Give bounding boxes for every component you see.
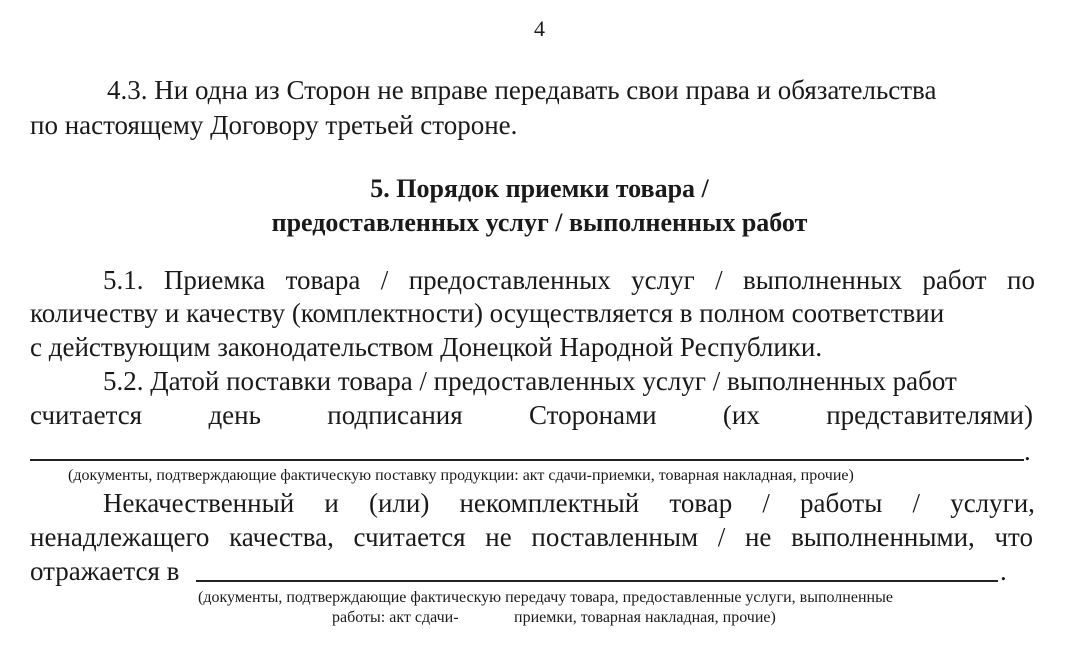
word: Сторонами	[529, 400, 657, 430]
defects-line-3-prefix: отражается в	[30, 556, 180, 586]
defects-documents-caption-line-1: (документы, подтверждающие фактическую передачу товара, предоставленные услуги, выполненные	[198, 589, 893, 606]
word: считается	[30, 400, 143, 430]
word: день	[208, 400, 261, 430]
word: /	[912, 488, 921, 518]
word: /	[380, 265, 389, 295]
word: /	[762, 488, 770, 518]
clause-5-1-line-3: с действующим законодательством Донецкой Народной Республики.	[30, 332, 823, 362]
defects-documents-blank-line	[196, 580, 998, 582]
word: что	[994, 522, 1033, 552]
section-5-title-line-2: предоставленных услуг / выполненных работ	[271, 208, 808, 237]
page-number: 4	[534, 16, 545, 41]
word: (или)	[368, 488, 430, 518]
word: /	[717, 522, 726, 552]
clause-4-3-line-1: 4.3. Ни одна из Сторон не вправе передавать свои права и обязательства	[107, 75, 937, 105]
defects-documents-caption-line-2b: приемки, товарная накладная, прочие)	[514, 609, 776, 626]
word: не	[485, 522, 512, 552]
defects-line-1	[103, 486, 1035, 520]
delivery-documents-caption: (документы, подтверждающие фактическую поставку продукции: акт сдачи-приемки, товарная накладная, прочие)	[68, 467, 854, 484]
word: работы	[800, 488, 883, 518]
word: представителями)	[826, 400, 1033, 430]
clause-5-2-line-1: 5.2. Датой поставки товара / предоставленных услуг / выполненных работ	[103, 366, 957, 396]
word: ненадлежащего	[30, 522, 210, 552]
defects-line-2	[30, 520, 1033, 554]
word: и	[324, 488, 339, 518]
delivery-documents-blank-line	[30, 459, 1024, 461]
word: (их	[722, 400, 760, 430]
word: считается	[353, 522, 466, 552]
word: товара	[285, 265, 361, 295]
clause-5-2-line-2	[30, 398, 1033, 432]
word: Приемка	[163, 265, 266, 295]
defects-documents-caption-line-2a: работы: акт сдачи-	[332, 609, 459, 626]
word: некомплектный	[459, 488, 640, 518]
word: не	[744, 522, 772, 552]
word: выполненными,	[791, 522, 975, 552]
word: товар	[669, 488, 733, 518]
word: работ	[922, 265, 987, 295]
word: качества,	[229, 522, 334, 552]
word: предоставленных	[408, 265, 611, 295]
word: выполненных	[743, 265, 902, 295]
word: /	[715, 265, 723, 295]
clause-5-1-line-2: количеству и качеству (комплектности) осуществляется в полном соответствии	[30, 298, 945, 328]
word: по	[1007, 265, 1035, 295]
word: подписания	[327, 400, 463, 430]
word: 5.1.	[103, 265, 144, 295]
word: поставленным	[531, 522, 699, 552]
clause-4-3-line-2: по настоящему Договору третьей стороне.	[30, 110, 518, 140]
clause-5-1-line-1	[103, 263, 1035, 297]
blank-period: .	[1024, 436, 1031, 466]
blank-period: .	[1000, 556, 1007, 586]
section-5-title-line-1: 5. Порядок приемки товара /	[370, 174, 709, 203]
word: услуг	[631, 265, 695, 295]
word: услуги,	[950, 488, 1035, 518]
word: Некачественный	[103, 488, 295, 518]
